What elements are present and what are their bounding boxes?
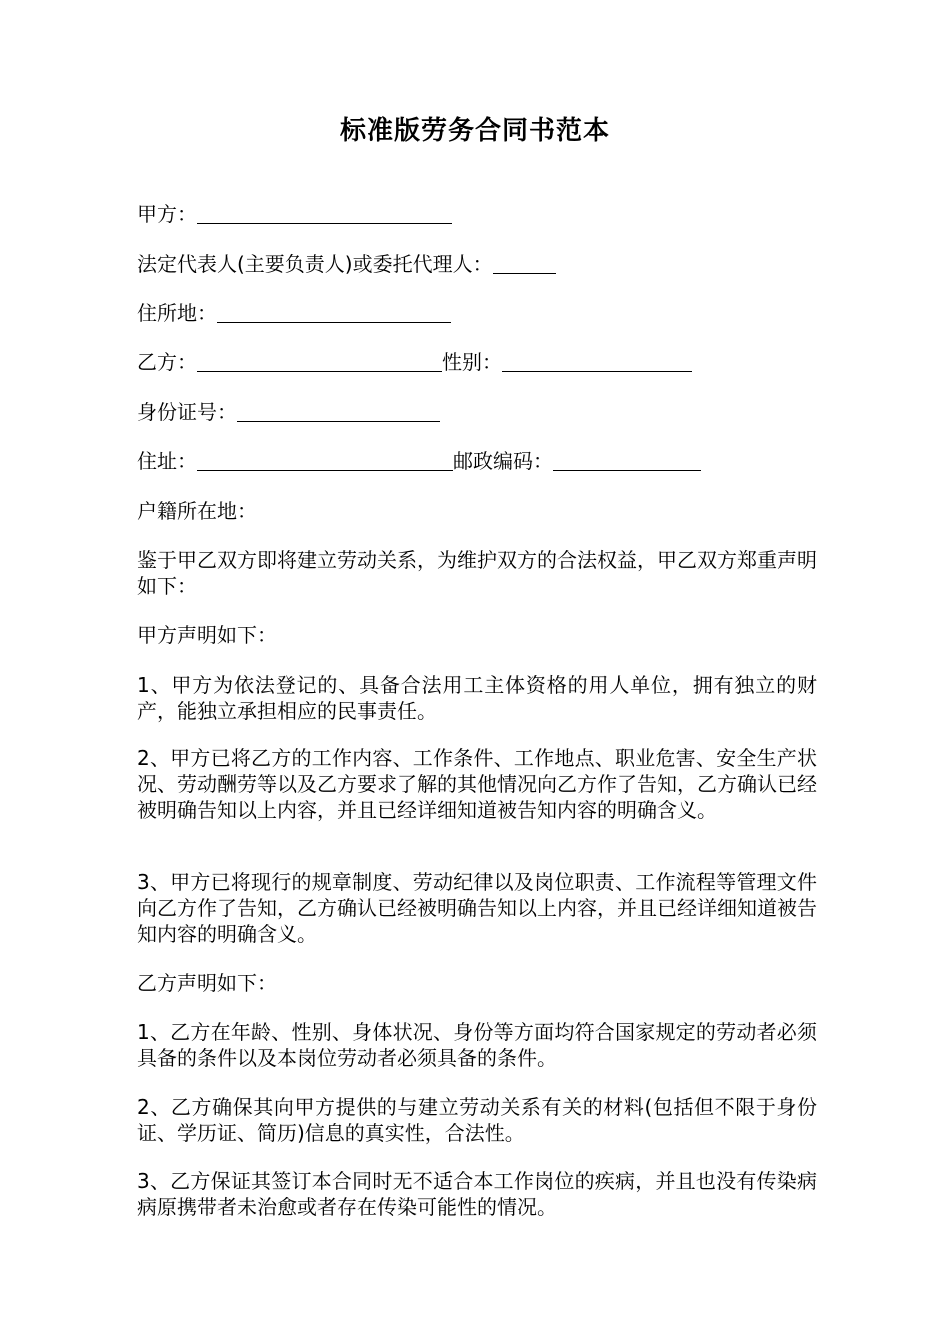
page-title: 标准版劳务合同书范本: [339, 116, 610, 146]
party-b-item-2: 2、乙方确保其向甲方提供的与建立劳动关系有关的材料(包括但不限于身份证、学历证、简历)信息的真实性，合法性。: [137, 1095, 817, 1145]
party-a-item-3: 3、甲方已将现行的规章制度、劳动纪律以及岗位职责、工作流程等管理文件向乙方作了告知，乙方确认已经被明确告知以上内容，并且已经详细知道被告知内容的明确含义。: [137, 870, 817, 946]
id-number-blank[interactable]: [237, 401, 440, 422]
address-line: [137, 448, 701, 474]
party-b-heading: 乙方声明如下：: [137, 971, 277, 995]
postal-code-label: 邮政编码：: [453, 449, 553, 473]
legal-rep-line: [137, 251, 556, 277]
party-a-line: [137, 201, 452, 227]
postal-code-blank[interactable]: [553, 450, 701, 471]
preamble: 鉴于甲乙双方即将建立劳动关系，为维护双方的合法权益，甲乙双方郑重声明如下：: [137, 548, 817, 598]
legal-rep-blank[interactable]: [493, 253, 556, 274]
residence-line: [137, 300, 451, 326]
party-b-item-3: 3、乙方保证其签订本合同时无不适合本工作岗位的疾病，并且也没有传染病病原携带者未治愈或者存在传染可能性的情况。: [137, 1169, 817, 1219]
residence-blank[interactable]: [217, 302, 451, 323]
party-a-blank[interactable]: [197, 203, 452, 224]
party-a-label: 甲方：: [137, 202, 197, 226]
party-b-label: 乙方：: [137, 350, 197, 374]
party-a-heading: 甲方声明如下：: [137, 623, 277, 647]
household-line: [137, 498, 257, 524]
address-label: 住址：: [137, 449, 197, 473]
party-b-item-1: 1、乙方在年龄、性别、身体状况、身份等方面均符合国家规定的劳动者必须具备的条件以及本岗位劳动者必须具备的条件。: [137, 1020, 817, 1070]
id-number-line: [137, 399, 440, 425]
gender-label: 性别：: [442, 350, 502, 374]
legal-rep-label: 法定代表人(主要负责人)或委托代理人：: [137, 252, 493, 276]
party-a-item-2: 2、甲方已将乙方的工作内容、工作条件、工作地点、职业危害、安全生产状况、劳动酬劳等以及乙方要求了解的其他情况向乙方作了告知，乙方确认已经被明确告知以上内容，并且已经详细知道被告知内容的明确含义。: [137, 746, 817, 822]
residence-label: 住所地：: [137, 301, 217, 325]
party-a-item-1: 1、甲方为依法登记的、具备合法用工主体资格的用人单位，拥有独立的财产，能独立承担相应的民事责任。: [137, 673, 817, 723]
gender-blank[interactable]: [502, 351, 692, 372]
party-b-line: [137, 349, 692, 375]
party-b-blank[interactable]: [197, 351, 442, 372]
id-number-label: 身份证号：: [137, 400, 237, 424]
address-blank[interactable]: [197, 450, 453, 471]
household-label: 户籍所在地：: [137, 499, 257, 523]
